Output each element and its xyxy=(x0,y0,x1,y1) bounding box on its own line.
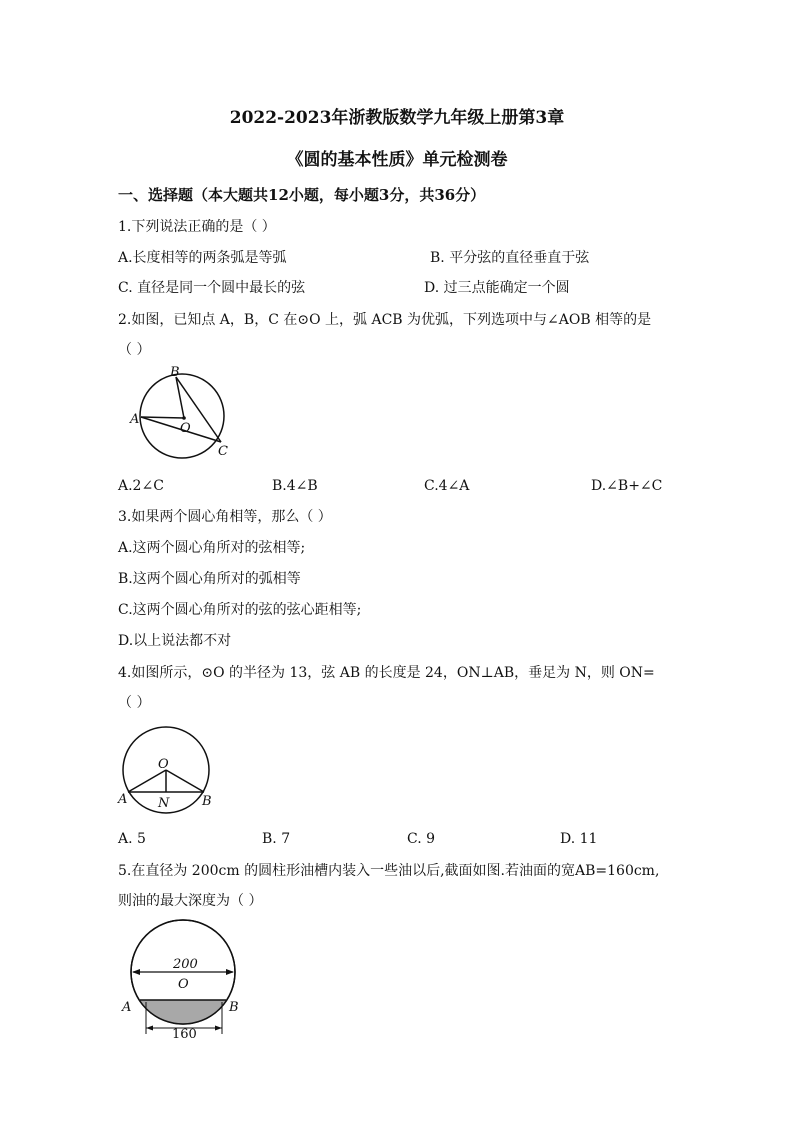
q5-oil-tank-figure xyxy=(118,922,248,1042)
q2-label-c: C xyxy=(218,444,228,459)
q4-label-b: B xyxy=(202,794,212,809)
q2-answer-paren: （ ） xyxy=(118,342,151,358)
q5-label-o: O xyxy=(178,977,189,992)
q4-label-o: O xyxy=(158,757,169,772)
q1-stem: 1.下列说法正确的是（ ） xyxy=(118,219,276,235)
q3-stem: 3.如果两个圆心角相等，那么（ ） xyxy=(118,509,332,525)
q5-label-width: 160 xyxy=(172,1027,197,1042)
q4-label-a: A xyxy=(118,792,128,807)
q4-option-c[interactable]: C. 9 xyxy=(407,831,436,847)
q1-option-d[interactable]: D. 过三点能确定一个圆 xyxy=(424,280,570,296)
q2-label-a: A xyxy=(130,412,140,427)
q5-stem-line2: 则油的最大深度为（ ） xyxy=(118,893,263,909)
q4-option-b[interactable]: B. 7 xyxy=(262,831,291,847)
q4-label-n: N xyxy=(158,796,170,811)
q1-option-b[interactable]: B. 平分弦的直径垂直于弦 xyxy=(430,250,590,266)
q5-stem: 5.在直径为 200cm 的圆柱形油槽内装入一些油以后,截面如图.若油面的宽AB=160cm, xyxy=(118,863,660,879)
q2-option-a[interactable]: A.2∠C xyxy=(118,478,164,494)
q2-option-d[interactable]: D.∠B+∠C xyxy=(591,478,663,494)
q5-label-b: B xyxy=(229,1000,239,1015)
q2-stem: 2.如图，已知点 A，B，C 在⊙O 上，弧 ACB 为优弧，下列选项中与∠AOB 相等的是 xyxy=(118,312,652,328)
q2-option-b[interactable]: B.4∠B xyxy=(272,478,318,494)
q2-circle-figure xyxy=(126,362,236,462)
q4-option-a[interactable]: A. 5 xyxy=(118,831,146,847)
exam-title-line1: 2022-2023年浙教版数学九年级上册第3章 xyxy=(229,108,565,128)
q1-option-c[interactable]: C. 直径是同一个圆中最长的弦 xyxy=(118,280,306,296)
q5-label-diameter: 200 xyxy=(173,957,198,972)
q4-answer-paren: （ ） xyxy=(118,695,151,711)
q4-option-d[interactable]: D. 11 xyxy=(560,831,598,847)
q2-option-c[interactable]: C.4∠A xyxy=(424,478,470,494)
exam-title-line2: 《圆的基本性质》单元检测卷 xyxy=(286,150,508,170)
q4-stem: 4.如图所示，⊙O 的半径为 13，弦 AB 的长度是 24，ON⊥AB，垂足为 N，则 ON= xyxy=(118,665,655,681)
q3-option-a[interactable]: A.这两个圆心角所对的弦相等; xyxy=(118,540,306,556)
q2-label-o: O xyxy=(180,421,191,436)
q3-option-c[interactable]: C.这两个圆心角所对的弦的弦心距相等; xyxy=(118,602,362,618)
q2-label-b: B xyxy=(170,365,180,380)
q4-circle-figure xyxy=(116,722,226,822)
q3-option-d[interactable]: D.以上说法都不对 xyxy=(118,633,232,649)
section-heading-choice: 一、选择题（本大题共12小题，每小题3分，共36分） xyxy=(118,186,486,204)
q3-option-b[interactable]: B.这两个圆心角所对的弧相等 xyxy=(118,571,301,587)
q5-label-a: A xyxy=(122,1000,132,1015)
q1-option-a[interactable]: A.长度相等的两条弧是等弧 xyxy=(118,250,287,266)
